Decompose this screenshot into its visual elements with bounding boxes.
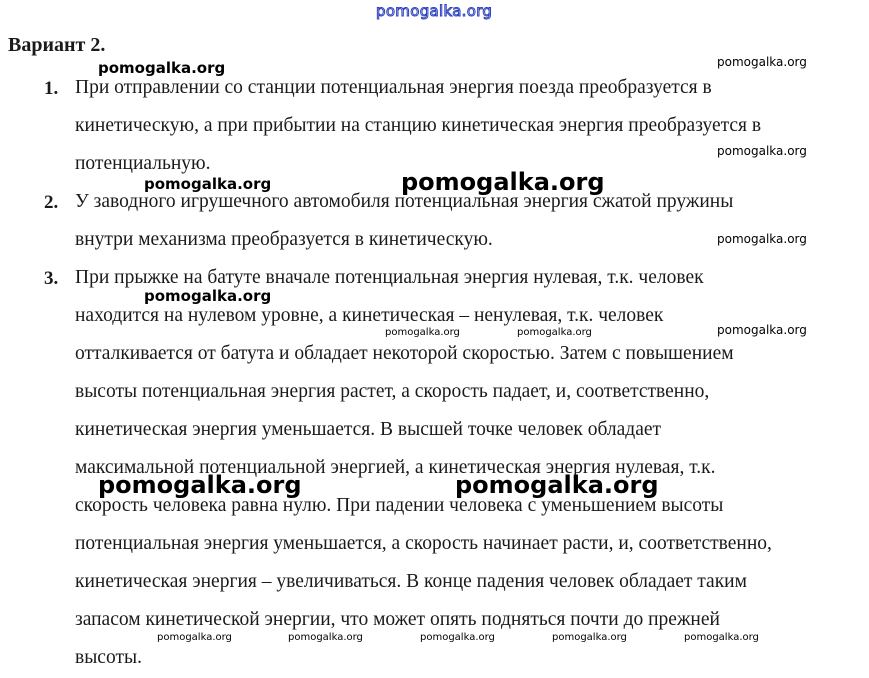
page-title: Вариант 2.	[8, 34, 106, 56]
watermark: pomogalka.org	[684, 632, 759, 643]
item-number: 3.	[44, 268, 59, 289]
watermark: pomogalka.org	[455, 471, 659, 499]
item-text-line: запасом кинетической энергии, что может опять подняться почти до прежней	[75, 609, 720, 630]
watermark: pomogalka.org	[552, 632, 627, 643]
watermark: pomogalka.org	[144, 287, 272, 305]
item-number: 1.	[44, 78, 59, 99]
item-text-line: находится на нулевом уровне, а кинетическая – ненулевая, т.к. человек	[75, 305, 664, 326]
item-text-line: внутри механизма преобразуется в кинетическую.	[75, 229, 493, 250]
item-text-line: высоты потенциальная энергия растет, а скорость падает, и, соответственно,	[75, 381, 710, 402]
item-text-line: потенциальную.	[75, 153, 211, 174]
item-number: 2.	[44, 192, 59, 213]
watermark: pomogalka.org	[717, 232, 807, 246]
item-text-line: кинетическая энергия – увеличиваться. В конце падения человек обладает таким	[75, 571, 747, 592]
item-text-line: высоты.	[75, 647, 142, 668]
item-text-line: У заводного игрушечного автомобиля потенциальная энергия сжатой пружины	[75, 191, 734, 212]
watermark: pomogalka.org	[385, 327, 460, 338]
item-text-line: отталкивается от батута и обладает некоторой скоростью. Затем с повышением	[75, 343, 734, 364]
item-text-line: При прыжке на батуте вначале потенциальная энергия нулевая, т.к. человек	[75, 267, 704, 288]
watermark: pomogalka.org	[157, 632, 232, 643]
watermark: pomogalka.org	[717, 55, 807, 69]
watermark: pomogalka.org	[717, 323, 807, 337]
watermark: pomogalka.org	[144, 175, 272, 193]
item-text-line: скорость человека равна нулю. При падении человека с уменьшением высоты	[75, 495, 724, 516]
watermark: pomogalka.org	[717, 144, 807, 158]
item-text-line: кинетическая энергия уменьшается. В высшей точке человек обладает	[75, 419, 662, 440]
watermark: pomogalka.org	[98, 471, 302, 499]
watermark: pomogalka.org	[517, 327, 592, 338]
item-text-line: кинетическую, а при прибытии на станцию кинетическая энергия преобразуется в	[75, 115, 762, 136]
item-text-line: максимальной потенциальной энергией, а кинетическая энергия нулевая, т.к.	[75, 457, 716, 478]
watermark: pomogalka.org	[288, 632, 363, 643]
item-text-line: При отправлении со станции потенциальная энергия поезда преобразуется в	[75, 77, 712, 98]
watermark: pomogalka.org	[420, 632, 495, 643]
watermark: pomogalka.org	[401, 168, 605, 196]
item-text-line: потенциальная энергия уменьшается, а скорость начинает расти, и, соответственно,	[75, 533, 772, 554]
watermark: pomogalka.org	[98, 59, 226, 77]
header-watermark: pomogalka.org	[376, 2, 493, 20]
